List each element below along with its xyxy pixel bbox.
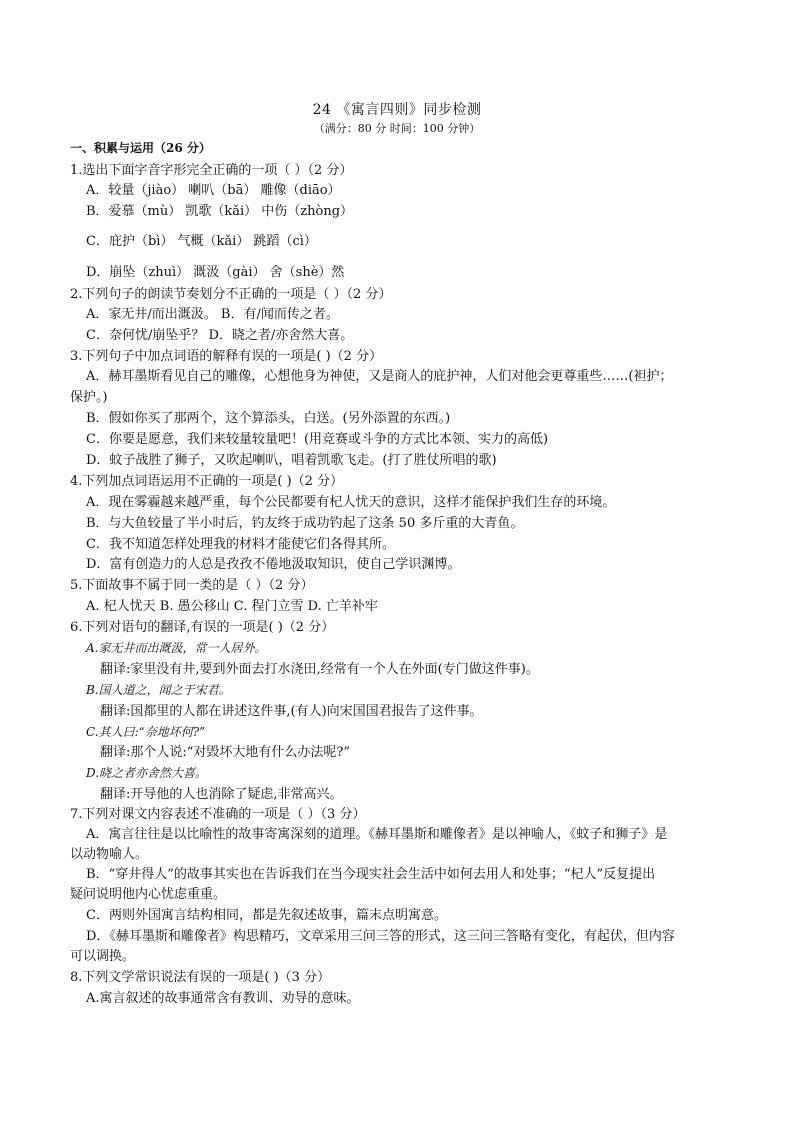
page-title: 24 《寓言四则》同步检测	[312, 102, 482, 118]
question-7-option-b-continued: 疑问说明他内心忧虑重重。	[70, 887, 227, 902]
question-1-stem: 1.选出下面字音字形完全正确的一项（ ）（2 分）	[70, 163, 353, 178]
question-6-option-a: A.家无井而出溉汲，常一人居外。	[86, 641, 267, 655]
question-3-option-a-continued: 保护。)	[70, 390, 108, 405]
question-3-option-c: C．你要是愿意，我们来较量较量吧！(用竞赛或斗争的方式比本领、实力的高低)	[86, 432, 549, 447]
question-5-options: A. 杞人忧天 B. 愚公移山 C. 程门立雪 D. 亡羊补牢	[86, 599, 378, 614]
question-4-option-c: C．我不知道怎样处理我的材料才能使它们各得其所。	[86, 537, 395, 552]
question-7-stem: 7.下列对课文内容表述不准确的一项是（ ）（3 分）	[70, 807, 366, 822]
question-2-stem: 2.下列句子的朗读节奏划分不正确的一项是（ ）（2 分）	[70, 287, 392, 302]
question-1-option-d: D．崩坠（zhuì） 溉汲（gài） 舍（shè）然	[86, 265, 345, 280]
question-8-stem: 8.下列文学常识说法有误的一项是( )（3 分）	[70, 970, 331, 985]
question-1-option-b: B．爱慕（mù） 凯歌（kǎi） 中伤（zhòng）	[86, 204, 354, 219]
question-3-option-b: B．假如你买了那两个，这个算添头，白送。(另外添置的东西。)	[86, 411, 451, 426]
question-6-translation-a: 翻译:家里没有井,要到外面去打水浇田,经常有一个人在外面(专门做这件事)。	[100, 662, 539, 677]
question-7-option-c: C．两则外国寓言结构相同，都是先叙述故事，篇末点明寓意。	[86, 908, 447, 923]
question-6-option-d: D.晓之者亦舍然大喜。	[86, 766, 208, 780]
section-heading: 一、积累与运用（26 分）	[70, 141, 211, 155]
question-7-option-d-continued: 可以调换。	[70, 949, 136, 964]
question-7-option-a: A．寓言往往是以比喻性的故事寄寓深刻的道理。《赫耳墨斯和雕像者》是以神喻人，《蚊子和狮子》是	[86, 827, 668, 842]
question-6-option-b: B.国人道之，闻之于宋君。	[86, 683, 231, 697]
question-6-translation-c: 翻译:那个人说:“对毁坏大地有什么办法呢?”	[100, 745, 351, 760]
question-4-option-d: D．富有创造力的人总是孜孜不倦地汲取知识，使自己学识渊博。	[86, 557, 461, 572]
question-8-option-a: A.寓言叙述的故事通常含有教训、劝导的意味。	[86, 991, 360, 1006]
question-1-option-c: C．庇护（bì） 气概（kǎi） 跳蹈（cì）	[86, 234, 317, 249]
question-3-stem: 3.下列句子中加点词语的解释有误的一项是( )（2 分）	[70, 349, 383, 364]
question-6-option-c: C.其人曰:“奈地坏何?”	[86, 725, 206, 739]
question-2-options-ab: A．家无井/而出溉汲。 B．有/闻而传之者。	[86, 307, 339, 322]
page-subtitle: （满分：80 分 时间：100 分钟）	[313, 122, 481, 135]
question-3-option-d: D．蚊子战胜了狮子，又吹起喇叭，唱着凯歌飞走。(打了胜仗所唱的歌)	[86, 453, 497, 468]
question-4-stem: 4.下列加点词语运用不正确的一项是( )（2 分）	[70, 474, 344, 489]
question-6-translation-b: 翻译:国都里的人都在讲述这件事,(有人)向宋国国君报告了这件事。	[100, 704, 483, 719]
question-7-option-a-continued: 以动物喻人。	[70, 847, 149, 862]
question-2-options-cd: C．奈何忧/崩坠乎？ D．晓之者/亦舍然大喜。	[86, 328, 354, 343]
question-6-translation-d: 翻译:开导他的人也消除了疑虑,非常高兴。	[100, 787, 343, 802]
question-6-stem: 6.下列对语句的翻译,有误的一项是( )（2 分）	[70, 620, 335, 635]
question-7-option-b: B．“穿井得人”的故事其实也在告诉我们在当今现实社会生活中如何去用人和处事；“杞人”反复提出	[86, 867, 656, 882]
question-5-stem: 5.下面故事不属于同一类的是（ ）（2 分）	[70, 578, 314, 593]
question-3-option-a: A．赫耳墨斯看见自己的雕像，心想他身为神使，又是商人的庇护神，人们对他会更尊重些……(袒护；	[86, 369, 673, 384]
question-4-option-b: B．与大鱼较量了半小时后，钓友终于成功钓起了这条 50 多斤重的大青鱼。	[86, 516, 524, 531]
question-4-option-a: A．现在雾霾越来越严重，每个公民都要有杞人忧天的意识，这样才能保护我们生存的环境。	[86, 495, 616, 510]
question-1-option-a: A．较量（jiào） 喇叭（bā） 雕像（diāo）	[86, 183, 341, 198]
question-7-option-d: D．《赫耳墨斯和雕像者》构思精巧，文章采用三问三答的形式，这三问三答略有变化，有起伏，但内容	[86, 929, 675, 944]
